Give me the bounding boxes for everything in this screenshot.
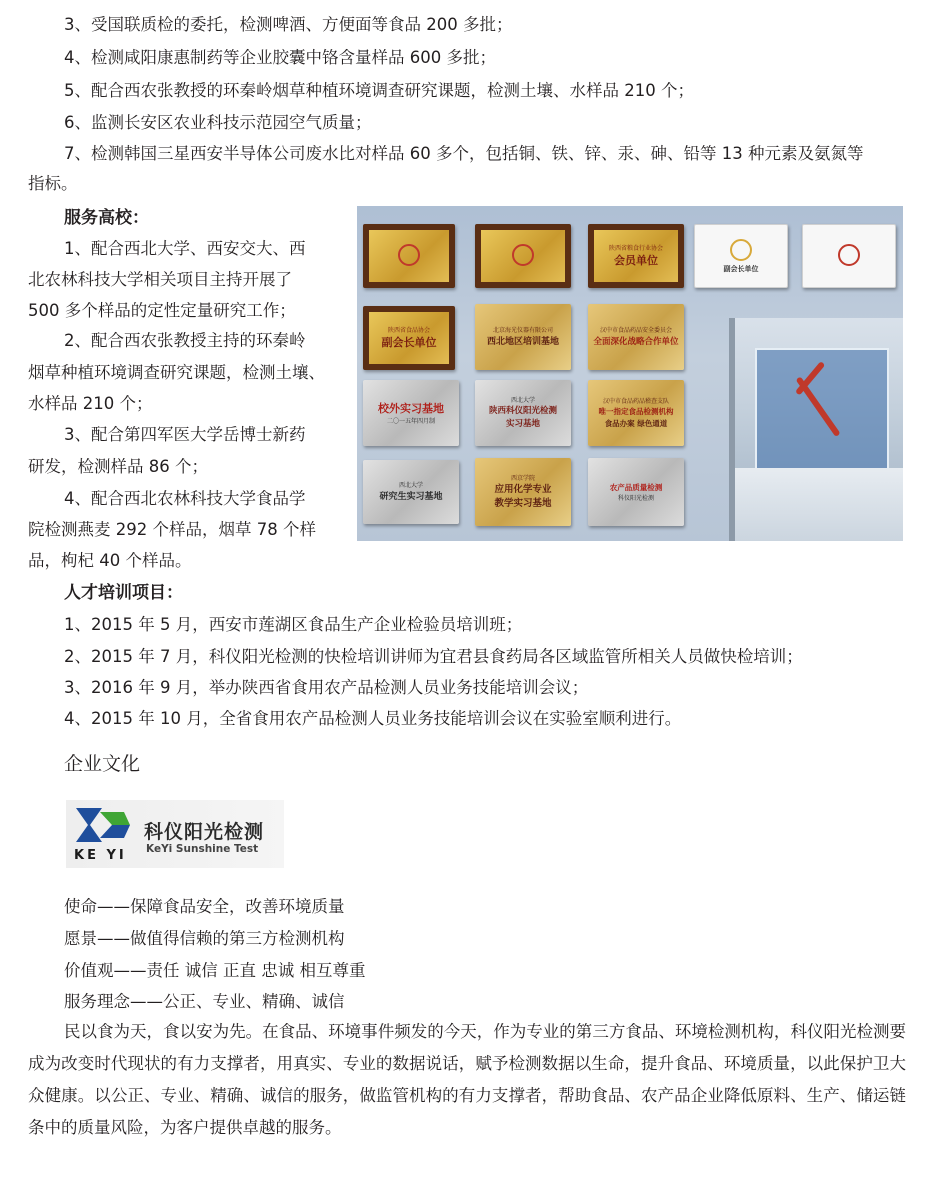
plaque-org: 陕西省粮食行业协会 [608,245,663,252]
list-item: 2、配合西农张教授主持的环秦岭 [64,331,306,350]
plaque-quality-testing [588,458,684,526]
plaque-title: 会员单位 [614,254,658,267]
culture-line: 愿景——做值得信赖的第三方检测机构 [64,929,345,948]
plaque-strategic-partner [588,304,684,370]
lab-bench [735,468,903,541]
seal-icon [730,239,752,261]
section-heading-culture: 企业文化 [64,753,141,775]
certificate-white [802,224,896,288]
logo-subtitle: KeYi Sunshine Test [146,843,259,855]
plaque-org: 汉中市食品药品稽查支队 [602,397,669,405]
plaque-org: 北京海光仪器有限公司 [492,326,553,334]
plaque-training-base [475,304,571,370]
plaque-org: 西北大学 [510,396,535,404]
plaque-title: 应用化学专业 [494,483,552,495]
seal-icon [398,244,420,266]
plaque-certificate [363,224,455,288]
list-item: 4、配合西北农林科技大学食品学 [64,489,306,508]
culture-line: 服务理念——公正、专业、精确、诚信 [64,992,345,1011]
list-item: 指标。 [28,174,78,193]
logo-text-cn: 科仪阳光检测 [144,821,265,843]
culture-line: 价值观——责任 诚信 正直 忠诚 相互尊重 [64,961,366,980]
honors-collage [357,206,903,541]
plaque-date: 二〇一五年四月制 [386,417,435,425]
list-item: 品，枸杞 40 个样品。 [28,551,192,570]
plaque-org: 汉中市食品药品安全委员会 [599,326,672,334]
plaque-title: 副会长单位 [723,263,759,273]
logo-text-en: KE YI [74,848,127,863]
culture-paragraph: 民以食为天，食以安为先。在食品、环境事件频发的今天，作为专业的第三方食品、环境检测机构，科仪阳光检测要成为改变时代现状的有力支撑者，用真实、专业的数据说话，赋予检测数据以生命，提升食品、环境质量，以此保护卫大众健康。以公正、专业、精确、诚信的服务，做监管机构的有力支撑者，帮助食品、农产品企业降低原料、生产、储运链条中的质量风险，为客户提供卓越的服务。 [28,1022,906,1137]
list-item: 研发，检测样品 86 个； [28,457,208,476]
list-item: 4、2015 年 10 月，全省食用农产品检测人员业务技能培训会议在实验室顺利进行。 [64,709,682,728]
list-item: 500 多个样品的定性定量研究工作； [28,301,296,320]
plaque-title: 教学实习基地 [494,497,552,509]
list-item: 2、2015 年 7 月，科仪阳光检测的快检培训讲师为宜君县食药局各区域监管所相关人员做快检培训； [64,647,803,666]
certificate-white [694,224,788,288]
list-item: 3、受国联质检的委托，检测啤酒、方便面等食品 200 多批； [64,15,513,34]
list-item: 6、监测长安区农业科技示范园空气质量； [64,113,372,132]
list-item: 3、2016 年 9 月，举办陕西省食用农产品检测人员业务技能培训会议； [64,678,589,697]
list-item: 1、配合西北大学、西安交大、西 [64,239,306,258]
plaque-org: 西北大学 [398,481,423,489]
plaque-certificate [475,224,571,288]
plaque-org: 陕西省食品协会 [387,327,430,334]
list-item: 院检测燕麦 292 个样品，烟草 78 个样 [28,520,316,539]
plaque-org: 科仪阳光检测 [617,494,654,502]
lab-photo [729,318,903,541]
plaque-org: 西京学院 [510,474,535,482]
plaque-designated-lab [588,380,684,446]
plaque-vice-president [363,306,455,370]
plaque-teaching-base [475,458,571,526]
list-item: 烟草种植环境调查研究课题，检测土壤、 [28,363,325,382]
keyi-logo-icon [72,804,134,846]
list-item: 3、配合第四军医大学岳博士新药 [64,425,306,444]
company-logo [66,800,284,868]
plaque-title: 西北地区培训基地 [486,336,559,347]
plaque-graduate-base [363,460,459,524]
section-heading-training: 人才培训项目： [64,583,183,603]
list-item: 4、检测咸阳康惠制药等企业胶囊中铬含量样品 600 多批； [64,48,496,67]
list-item: 北农林科技大学相关项目主持开展了 [28,270,292,289]
list-item: 7、检测韩国三星西安半导体公司废水比对样品 60 多个，包括铜、铁、锌、汞、砷、铅等 13 种元素及氨氮等 [64,144,864,163]
plaque-title: 农产品质量检测 [609,482,663,492]
plaque-title: 研究生实习基地 [379,491,443,502]
plaque-title: 实习基地 [505,418,540,429]
plaque-title: 陕西科仪阳光检测 [488,405,557,416]
plaque-internship-base [363,380,459,446]
plaque-title: 唯一指定食品检测机构 [598,406,674,416]
section-heading-universities: 服务高校： [64,208,149,228]
plaque-member-unit [588,224,684,288]
seal-icon [838,244,860,266]
list-item: 水样品 210 个； [28,394,153,413]
seal-icon [512,244,534,266]
list-item: 5、配合西农张教授的环秦岭烟草种植环境调查研究课题，检测土壤、水样品 210 个； [64,81,694,100]
plaque-practice-base [475,380,571,446]
plaque-title: 全面深化战略合作单位 [593,336,679,347]
culture-line: 使命——保障食品安全，改善环境质量 [64,897,345,916]
plaque-title: 校外实习基地 [378,401,444,415]
plaque-title: 食品办案 绿色通道 [604,418,668,428]
plaque-title: 副会长单位 [381,336,437,349]
list-item: 1、2015 年 5 月，西安市莲湖区食品生产企业检验员培训班； [64,615,523,634]
